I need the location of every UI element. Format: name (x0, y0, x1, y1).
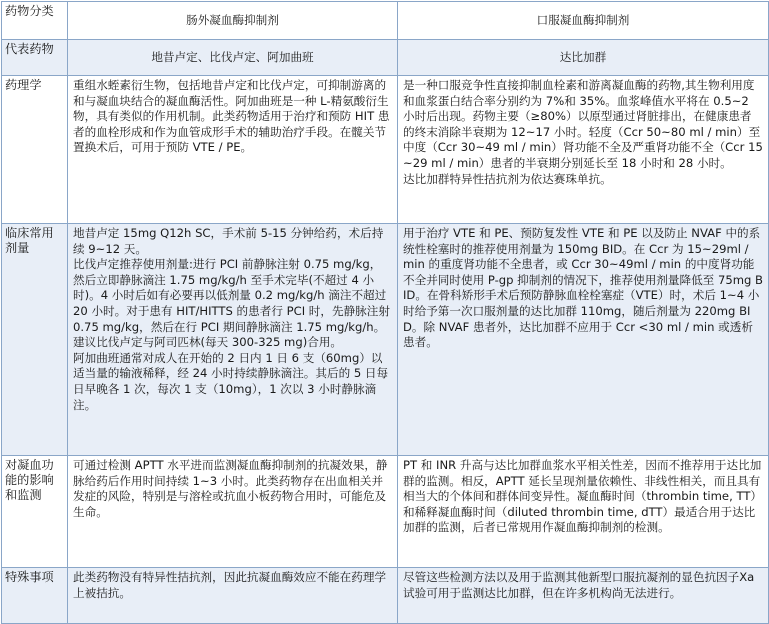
header-parenteral: 肠外凝血酶抑制剂 (68, 2, 398, 40)
header-row (2, 2, 769, 40)
parenteral-cell (68, 40, 398, 76)
table-row (2, 76, 769, 224)
oral-cell (398, 40, 769, 76)
parenteral-cell (68, 224, 398, 456)
parenteral-cell (68, 76, 398, 224)
cell-text: 是一种口服竞争性直接抑制血栓素和游离凝血酶的药物,其生物利用度和血浆蛋白结合率分别约为 7%和 35%。血浆峰值水平将在 0.5~2 小时后出现。药物主要（≥80%）以原型通过肾脏排出，在健康患者的终末消除半衰期为 12~17 小时。轻度（Ccr 50~80 ml / min）至中度（Ccr 30~49 ml / min）肾功能不全及严重肾功能不全（Ccr 15~29 ml / min）患者的半衰期分别延长至 18 小时和 28 小时。 (403, 78, 763, 170)
cell-text: PT 和 INR 升高与达比加群血浆水平相关性差，因而不推荐用于达比加群的监测。相反，APTT 延长呈现剂量依赖性、非线性相关，而且具有相当大的个体间和群体间变异性。凝血酶时间（thrombin time, TT）和稀释凝血酶时间（diluted thrombin time, dTT）最适合用于达比加群的监测，后者已常规用作凝血酶抑制剂的检测。 (403, 458, 762, 535)
cell-text: 用于治疗 VTE 和 PE、预防复发性 VTE 和 PE 以及防止 NVAF 中的系统性栓塞时的推荐使用剂量为 150mg BID。在 Ccr 为 15~29ml / min 的重度肾功能不全患者，或 Ccr 30~49ml / min 的中度肾功能不全并同时使用 P-gp 抑制剂的情况下，推荐使用剂量降低至 75mg BID。在骨科矫形手术后预防静脉血栓栓塞症（VTE）时，术后 1~4 小时给予第一次口服剂量的达比加群 110mg，随后剂量为 220mg BID。除 NVAF 患者外，达比加群不应用于 Ccr <30 ml / min 或透析患者。 (403, 226, 763, 350)
header-category: 药物分类 (2, 2, 68, 40)
oral-cell (398, 456, 769, 568)
cell-text: 重组水蛭素衍生物，包括地昔卢定和比伐卢定，可抑制游离的和与凝血块结合的凝血酶活性。阿加曲班是一种 L-精氨酸衍生物，具有类似的作用机制。此类药物适用于治疗和预防 HIT 患者的血栓形成和作为血管成形手术的辅助治疗手段。在髋关节置换术后，可用于预防 VTE / PE。 (73, 78, 390, 155)
row-label: 对凝血功能的影响和监测 (2, 456, 68, 568)
parenteral-cell (68, 456, 398, 568)
table-row (2, 456, 769, 568)
row-label: 代表药物 (2, 40, 68, 76)
cell-text: 比伐卢定推荐使用剂量:进行 PCI 前静脉注射 0.75 mg/kg，然后立即静脉滴注 1.75 mg/kg/h 至手术完毕(不超过 4 小时)。4 小时后如有必要再以低剂量 0.2 mg/kg/h 滴注不超过 20 小时。对于患有 HIT/HITTS 的患者行 PCI 时，先静脉注射 0.75 mg/kg，然后在行 PCI 期间静脉滴注 1.75 mg/kg/h。建议比伐卢定与阿司匹林(每天 300-325 mg)合用。 (73, 257, 390, 350)
cell-text: 可通过检测 APTT 水平进而监测凝血酶抑制剂的抗凝效果，静脉给药后作用时间持续 1~3 小时。此类药物存在出血相关并发症的风险，特别是与溶栓或抗血小板药物合用时，可能危及生命。 (73, 458, 388, 519)
table-row (2, 568, 769, 624)
cell-text: 此类药物没有特异性拮抗剂，因此抗凝血酶效应不能在药理学上被拮抗。 (73, 570, 387, 600)
cell-text: 达比加群 (559, 49, 607, 64)
cell-text: 阿加曲班通常对成人在开始的 2 日内 1 日 6 支（60mg）以适当量的输液稀释，经 24 小时持续静脉滴注。其后的 5 日每日早晚各 1 次，每次 1 支（10mg），1 次以 3 小时静脉滴注。 (73, 350, 389, 412)
oral-cell (398, 76, 769, 224)
cell-text: 达比加群特异性拮抗剂为依达赛珠单抗。 (403, 171, 612, 186)
oral-cell (398, 224, 769, 456)
parenteral-cell (68, 568, 398, 624)
row-label: 临床常用剂量 (2, 224, 68, 456)
cell-text: 尽管这些检测方法以及用于监测其他新型口服抗凝剂的显色抗因子Ⅹa 试验可用于监测达比加群，但在许多机构尚无法进行。 (403, 570, 755, 600)
cell-text: 地昔卢定 15mg Q12h SC，手术前 5-15 分钟给药，术后持续 9~12 天。 (73, 226, 384, 256)
row-label: 特殊事项 (2, 568, 68, 624)
cell-text: 地昔卢定、比伐卢定、阿加曲班 (151, 49, 314, 64)
oral-cell (398, 568, 769, 624)
header-oral: 口服凝血酶抑制剂 (398, 2, 769, 40)
row-label: 药理学 (2, 76, 68, 224)
table-row (2, 224, 769, 456)
anticoagulant-table (1, 1, 769, 624)
table-row (2, 40, 769, 76)
